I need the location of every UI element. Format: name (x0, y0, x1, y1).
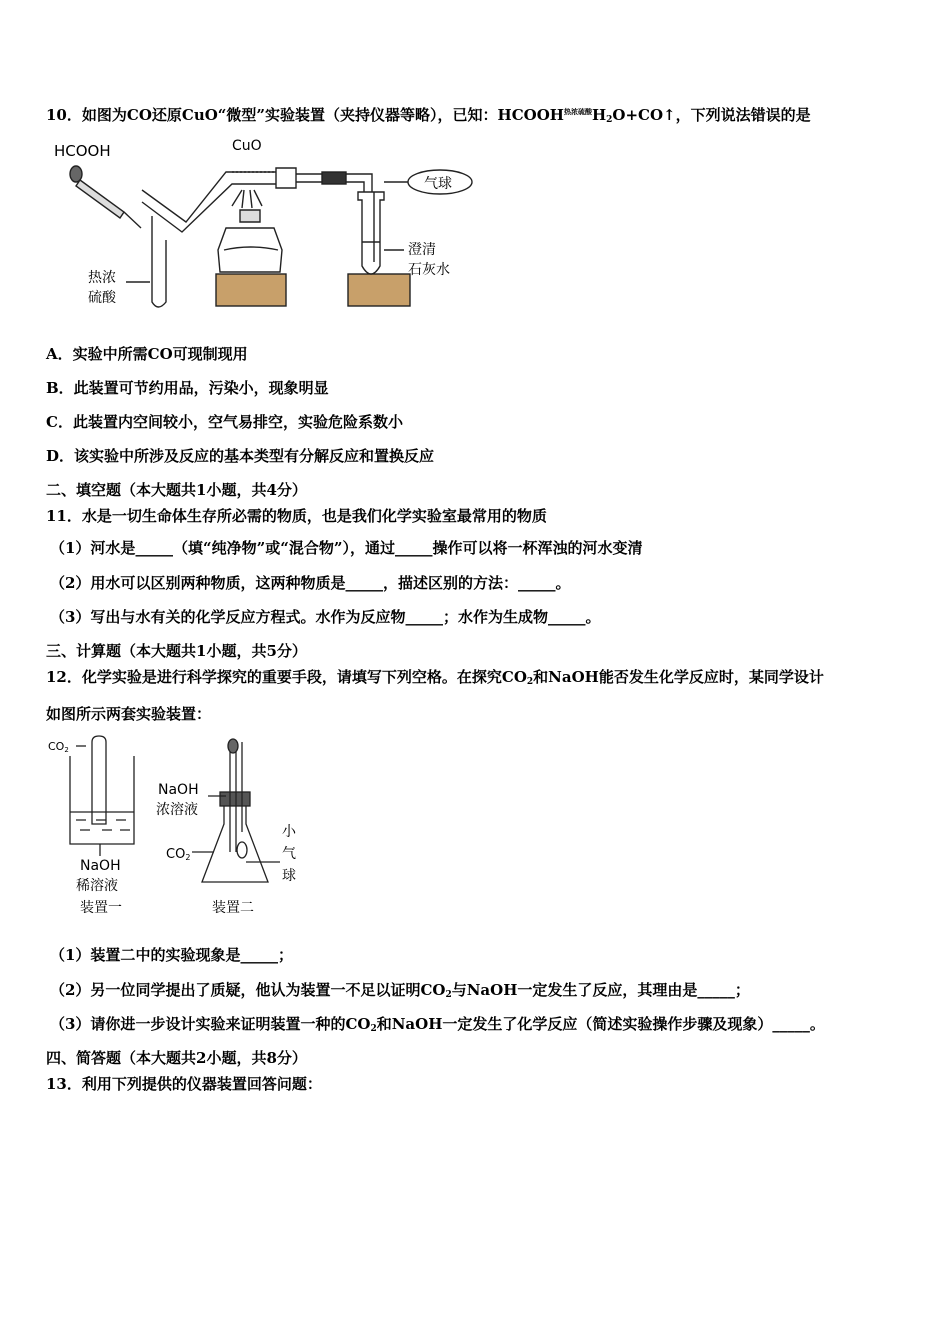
q10-stem: 10．如图为CO还原CuO“微型”实验装置（夹持仪器等略），已知：$HCOOH^{热浓硫酸}H_2O+CO↑$，下列说法错误的是 (46, 106, 811, 125)
q10-option-d: D．该实验中所涉及反应的基本类型有分解反应和置换反应 (46, 447, 435, 465)
q12-stem: 12．化学实验是进行科学探究的重要手段，请填写下列空格。在探究$CO_2$和NaOH能否发生化学反应时，某同学设计 (46, 668, 824, 687)
q12-part-1: （1）装置二中的实验现象是_____； (50, 946, 293, 964)
q11-stem: 11．水是一切生命体生存所必需的物质，也是我们化学实验室最常用的物质 (46, 507, 547, 525)
q10-option-c: C．此装置内空间较小，空气易排空，实验危险系数小 (46, 413, 403, 431)
label-limewater-2: 石灰水 (408, 262, 450, 278)
q10-option-a: A．实验中所需CO可现制现用 (46, 345, 248, 363)
label-limewater-1: 澄清 (408, 242, 436, 258)
label-naoh-1: NaOH (80, 858, 121, 874)
label-cuo: CuO (232, 138, 262, 154)
reaction-condition: 热浓硫酸 (563, 107, 592, 116)
q12-part-3: （3）请你进一步设计实验来证明装置一种的$CO_2$和NaOH一定发生了化学反应（简述实验操作步骤及现象）_____。 (50, 1015, 825, 1034)
label-hcooh: HCOOH (54, 142, 111, 160)
label-co2-device2: CO2 (166, 847, 191, 862)
co-reduction-apparatus-figure (46, 132, 486, 322)
label-dilute-solution: 稀溶液 (76, 878, 118, 894)
label-device-1: 装置一 (80, 900, 122, 916)
section-4-title: 四、简答题（本大题共2小题，共8分） (46, 1049, 307, 1067)
label-hot-conc-2: 硫酸 (88, 290, 116, 306)
q12-stem-2: 如图所示两套实验装置： (46, 705, 212, 723)
q11-part-2: （2）用水可以区别两种物质，这两种物质是_____，描述区别的方法：_____。 (50, 574, 571, 592)
q11-part-3: （3）写出与水有关的化学反应方程式。水作为反应物_____；水作为生成物_____。 (50, 608, 601, 626)
label-small: 小 (282, 824, 296, 840)
q11-part-1: （1）河水是_____（填“纯净物”或“混合物”），通过_____操作可以将一杯浑浊的河水变清 (50, 539, 643, 557)
q12-part-2: （2）另一位同学提出了质疑，他认为装置一不足以证明$CO_2$与NaOH一定发生了反应，其理由是_____； (50, 981, 750, 1000)
label-gas: 气 (282, 846, 296, 862)
label-naoh-2: NaOH (158, 782, 199, 798)
label-ball: 球 (282, 868, 296, 884)
label-co2-device1: CO2 (48, 740, 69, 754)
co2-naoh-apparatus-figure (46, 732, 316, 922)
label-conc-solution: 浓溶液 (156, 802, 198, 818)
label-hot-conc-1: 热浓 (88, 270, 116, 286)
section-3-title: 三、计算题（本大题共1小题，共5分） (46, 642, 307, 660)
label-device-2: 装置二 (212, 900, 254, 916)
section-2-title: 二、填空题（本大题共1小题，共4分） (46, 481, 307, 499)
label-balloon: 气球 (424, 176, 452, 192)
q10-option-b: B．此装置可节约用品，污染小，现象明显 (46, 379, 329, 397)
q13-stem: 13．利用下列提供的仪器装置回答问题： (46, 1075, 322, 1093)
